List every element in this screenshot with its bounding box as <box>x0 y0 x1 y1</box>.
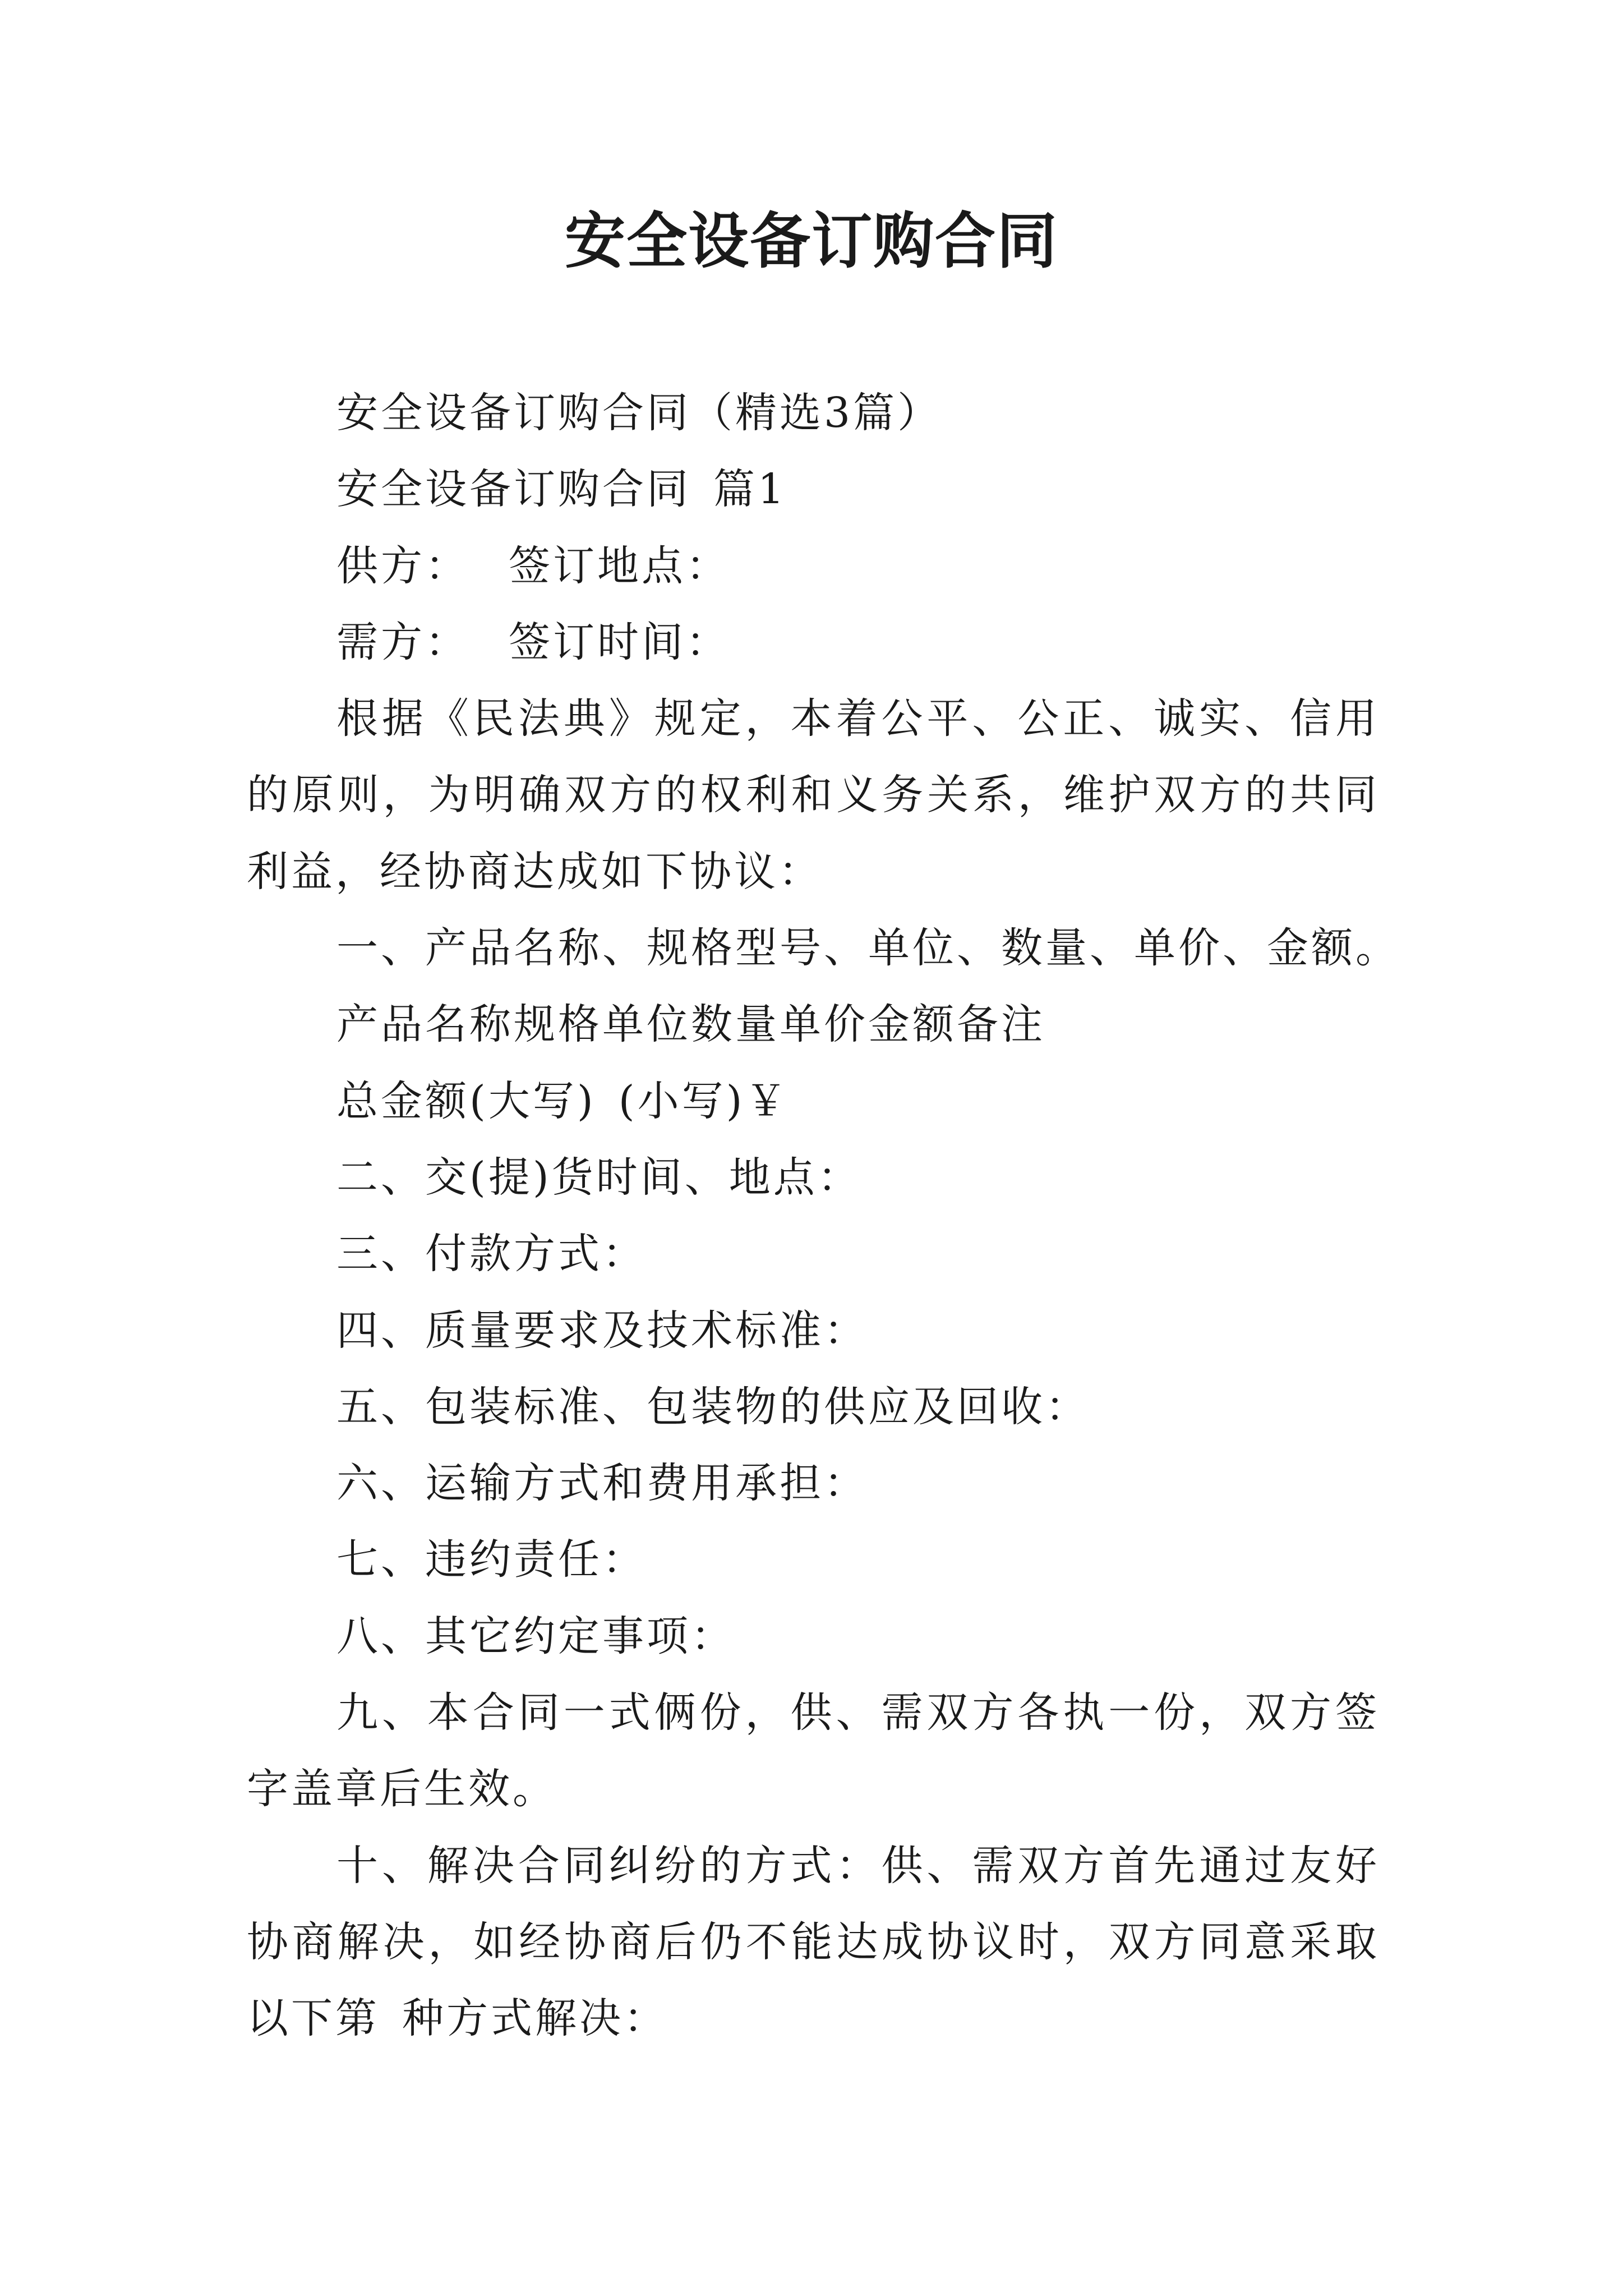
clause-1: 一、产品名称、规格型号、单位、数量、单价、金额。 <box>336 924 1400 973</box>
clause-8: 八、其它约定事项： <box>336 1612 735 1660</box>
article-heading-suffix: 篇1 <box>713 465 787 514</box>
clause-10 <box>247 1828 1380 2057</box>
total-amount-line <box>247 1063 1380 1139</box>
buyer-line <box>247 604 1380 680</box>
article-heading-prefix: 安全设备订购合同 <box>336 465 691 514</box>
clause-9: 九、本合同一式俩份，供、需双方各执一份，双方签字盖章后生效。 <box>247 1688 1380 1814</box>
intro-paragraph: 根据《民法典》规定，本着公平、公正、诚实、信用的原则，为明确双方的权利和义务关系，维护双方的共同利益，经协商达成如下协议： <box>247 694 1380 896</box>
sign-time-label: 签订时间： <box>509 618 730 666</box>
clause-7: 七、违约责任： <box>336 1535 647 1584</box>
clause-10-part1: 十、解决合同纠纷的方式：供、需双方首先通过友好协商解决，如经协商后仍不能达成协议时，双方同意采取以下第 <box>247 1841 1380 2043</box>
clause-4: 四、质量要求及技术标准： <box>336 1306 868 1355</box>
clause-5: 五、包装标准、包装物的供应及回收： <box>336 1382 1090 1431</box>
sign-place-label: 签订地点： <box>509 541 730 590</box>
total-upper-label: 总金额(大写) <box>336 1076 596 1125</box>
document-title: 安全设备订购合同 <box>564 206 1058 277</box>
total-lower-label: (小写)￥ <box>618 1076 790 1125</box>
clause-6: 六、运输方式和费用承担： <box>336 1459 868 1508</box>
document-body <box>247 375 1400 2057</box>
clause-10-part2: 种方式解决： <box>402 1994 668 2043</box>
clause-3: 三、付款方式： <box>336 1230 647 1278</box>
buyer-label: 需方： <box>336 618 469 666</box>
clause-2: 二、交(提)货时间、地点： <box>336 1153 862 1202</box>
supplier-label: 供方： <box>336 541 469 590</box>
article-heading <box>247 451 1380 527</box>
document-subtitle: 安全设备订购合同（精选3篇） <box>336 389 942 437</box>
supplier-line <box>247 528 1380 604</box>
product-table-header: 产品名称规格单位数量单价金额备注 <box>336 1000 1045 1049</box>
